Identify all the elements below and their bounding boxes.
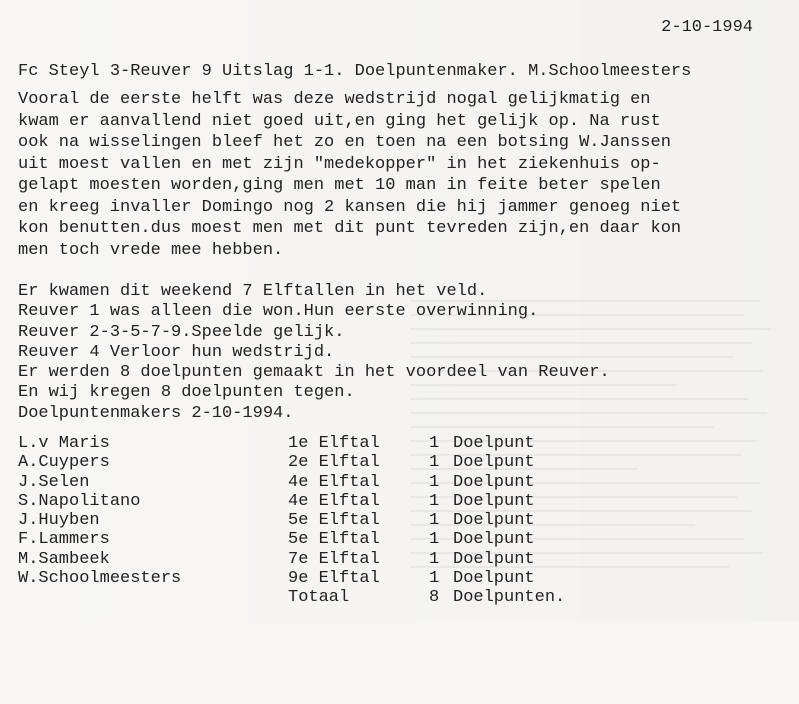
goal-label: Doelpunt bbox=[453, 530, 535, 550]
goal-count: 1 bbox=[429, 530, 440, 550]
weekend-summary bbox=[18, 282, 610, 424]
scorer-team: 5e Elftal bbox=[288, 511, 380, 531]
summary-line: En wij kregen 8 doelpunten tegen. bbox=[18, 383, 355, 403]
scorer-name: S.Napolitano bbox=[18, 491, 141, 511]
paragraph-line: men toch vrede mee hebben. bbox=[18, 240, 284, 260]
scorer-team: 2e Elftal bbox=[288, 453, 380, 473]
goal-count: 1 bbox=[429, 549, 440, 569]
match-report-paragraph bbox=[18, 89, 681, 261]
total-unit: Doelpunten. bbox=[453, 588, 566, 608]
goal-label: Doelpunt bbox=[453, 569, 535, 589]
goal-count: 1 bbox=[429, 491, 440, 511]
scorer-team: 1e Elftal bbox=[288, 434, 380, 453]
goal-count: 1 bbox=[429, 569, 440, 589]
summary-line: Doelpuntenmakers 2-10-1994. bbox=[18, 403, 294, 423]
scorer-team: 4e Elftal bbox=[288, 491, 380, 511]
table-row bbox=[18, 472, 535, 492]
paragraph-line: uit moest vallen en met zijn "medekopper" in het ziekenhuis op- bbox=[18, 154, 661, 174]
summary-line: Reuver 4 Verloor hun wedstrijd. bbox=[18, 342, 335, 362]
table-row bbox=[18, 434, 535, 453]
table-row bbox=[18, 569, 535, 589]
goal-label: Doelpunt bbox=[453, 453, 535, 473]
goal-label: Doelpunt bbox=[453, 472, 535, 492]
goal-count: 1 bbox=[429, 472, 440, 492]
document-date: 2-10-1994 bbox=[661, 18, 753, 37]
paragraph-line: en kreeg invaller Domingo nog 2 kansen die hij jammer genoeg niet bbox=[18, 197, 682, 217]
goal-count: 1 bbox=[429, 453, 440, 473]
goal-count: 1 bbox=[429, 511, 440, 531]
scorers-table bbox=[18, 434, 566, 608]
summary-line: Er werden 8 doelpunten gemaakt in het voordeel van Reuver. bbox=[18, 363, 610, 383]
table-row bbox=[18, 453, 535, 473]
table-row bbox=[18, 511, 535, 531]
table-row bbox=[18, 549, 535, 569]
paragraph-line: kon benutten.dus moest men met dit punt tevreden zijn,en daar kon bbox=[18, 219, 682, 238]
table-row bbox=[18, 491, 535, 511]
paragraph-line: Vooral de eerste helft was deze wedstrijd nogal gelijkmatig en bbox=[18, 90, 651, 109]
scorer-team: 5e Elftal bbox=[288, 530, 380, 550]
goal-label: Doelpunt bbox=[453, 549, 535, 569]
scorer-name: A.Cuypers bbox=[18, 453, 110, 473]
goal-label: Doelpunt bbox=[453, 491, 535, 511]
total-label: Totaal bbox=[288, 588, 350, 608]
goal-label: Doelpunt bbox=[453, 511, 535, 531]
scorer-name: L.v Maris bbox=[18, 434, 110, 453]
goal-label: Doelpunt bbox=[453, 434, 535, 453]
total-row bbox=[18, 588, 566, 608]
scorer-team: 7e Elftal bbox=[288, 549, 380, 569]
scorer-name: J.Selen bbox=[18, 472, 90, 492]
paragraph-line: kwam er aanvallend niet goed uit,en ging het gelijk op. Na rust bbox=[18, 111, 661, 131]
scorer-team: 9e Elftal bbox=[288, 569, 380, 589]
total-count: 8 bbox=[429, 588, 440, 608]
scorer-team: 4e Elftal bbox=[288, 472, 380, 492]
paragraph-line: gelapt moesten worden,ging men met 10 man in feite beter spelen bbox=[18, 176, 661, 195]
match-headline: Fc Steyl 3-Reuver 9 Uitslag 1-1. Doelpuntenmaker. M.Schoolmeesters bbox=[18, 62, 692, 81]
table-row bbox=[18, 530, 535, 550]
scorer-name: W.Schoolmeesters bbox=[18, 569, 182, 589]
scorer-name: J.Huyben bbox=[18, 511, 100, 531]
paragraph-line: ook na wisselingen bleef het zo en toen na een botsing W.Janssen bbox=[18, 133, 671, 152]
scorer-name: F.Lammers bbox=[18, 530, 110, 550]
summary-line: Reuver 1 was alleen die won.Hun eerste overwinning. bbox=[18, 302, 539, 322]
summary-line: Reuver 2-3-5-7-9.Speelde gelijk. bbox=[18, 322, 345, 342]
goal-count: 1 bbox=[429, 434, 440, 453]
summary-line: Er kwamen dit weekend 7 Elftallen in het veld. bbox=[18, 282, 488, 301]
scorer-name: M.Sambeek bbox=[18, 549, 110, 569]
